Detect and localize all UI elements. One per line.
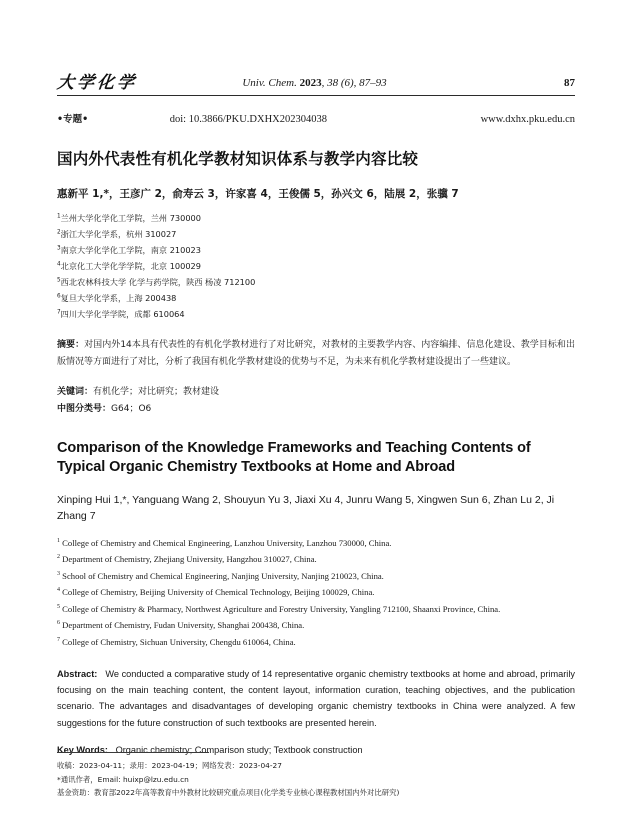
english-affiliation	[57, 535, 575, 552]
chinese-affiliation	[57, 211, 575, 227]
chinese-keywords-text: 有机化学；对比研究；教材建设	[93, 386, 220, 397]
chinese-affiliation	[57, 291, 575, 307]
chinese-clc-text: G64；O6	[111, 404, 152, 415]
affiliation-text: College of Chemistry, Beijing University of Chemical Technology, Beijing 100029, China.	[62, 587, 375, 598]
affiliation-mark: 2	[57, 554, 61, 561]
english-title: Comparison of the Knowledge Frameworks and Teaching Contents of Typical Organic Chemistry Textbooks at Home and Abroad	[57, 439, 531, 476]
affiliation-mark: 1	[57, 537, 61, 544]
section-tag: •专题•	[57, 114, 89, 125]
affiliation-mark: 7	[57, 309, 61, 316]
affiliation-mark: 4	[57, 587, 61, 594]
english-abstract-text: We conducted a comparative study of 14 representative organic chemistry textbooks at home and abroad, primarily focusing on the main teaching content, the content layout, information curation, teaching objectives, and the publication scenario. The advantages and disadvantages of developing organic chemistry textbooks in China were analyzed. A few suggestions for the future construction of such textbooks are presented herein.	[57, 669, 575, 728]
chinese-authors: 惠新平 1,*，王彦广 2，俞寿云 3，许家喜 4，王俊儒 5，孙兴文 6，陆展 2，张骥 7	[57, 188, 459, 201]
journal-year: 2023	[299, 77, 322, 89]
affiliation-mark: 7	[57, 636, 61, 643]
affiliation-text: 兰州大学化学化工学院，兰州 730000	[60, 212, 201, 223]
chinese-affiliation	[57, 227, 575, 243]
journal-website-link[interactable]: www.dxhx.pku.edu.cn	[480, 114, 575, 125]
chinese-clc-label: 中图分类号：	[57, 404, 112, 415]
affiliation-mark: 2	[57, 229, 61, 236]
chinese-affiliation-list	[57, 211, 575, 323]
affiliation-mark: 3	[57, 570, 61, 577]
affiliation-text: 浙江大学化学系，杭州 310027	[60, 228, 177, 239]
english-affiliation-list	[57, 535, 575, 651]
chinese-abstract-text: 对国内外14本具有代表性的有机化学教材进行了对比研究，对教材的主要教学内容、内容编排、信息化建设、教学目标和出版情况等方面进行了对比，分析了我国有机化学教材建设的优势与不足，为未来有机化学教材建设提出了一些建议。	[57, 339, 575, 368]
affiliation-text: Department of Chemistry, Zhejiang University, Hangzhou 310027, China.	[62, 554, 317, 565]
english-affiliation	[57, 568, 575, 585]
affiliation-text: 北京化工大学化学学院，北京 100029	[60, 260, 201, 271]
english-affiliation	[57, 617, 575, 634]
affiliation-mark: 6	[57, 620, 61, 627]
affiliation-text: 复旦大学化学系，上海 200438	[60, 292, 177, 303]
chinese-abstract	[57, 337, 575, 372]
chinese-abstract-label: 摘要：	[57, 339, 85, 350]
journal-citation: Univ. Chem. 2023, 38 (6), 87–93	[242, 77, 387, 89]
footnote-funding: 基金资助：教育部2022年高等教育中外教材比较研究重点项目(化学类专业核心课程教材国内外对比研究)	[57, 788, 400, 798]
english-keywords-label: Key Words:	[57, 744, 108, 755]
footnote-block	[57, 752, 487, 800]
chinese-affiliation	[57, 259, 575, 275]
chinese-affiliation	[57, 307, 575, 323]
chinese-keywords	[57, 384, 575, 402]
affiliation-text: College of Chemistry & Pharmacy, Northwest Agriculture and Forestry University, Yangling 712100, Shaanxi Province, China.	[62, 603, 501, 614]
chinese-title: 国内外代表性有机化学教材知识体系与教学内容比较	[57, 150, 419, 168]
chinese-clc	[57, 401, 575, 419]
affiliation-mark: 3	[57, 245, 61, 252]
english-abstract-label: Abstract:	[57, 669, 98, 680]
english-affiliation	[57, 601, 575, 618]
english-affiliation	[57, 634, 575, 651]
masthead	[57, 62, 575, 96]
english-affiliation	[57, 584, 575, 601]
english-affiliation	[57, 551, 575, 568]
affiliation-text: College of Chemistry, Sichuan University, Chengdu 610064, China.	[62, 636, 296, 647]
footnote-corresponding-author[interactable]: *通讯作者，Email: huixp@lzu.edu.cn	[57, 774, 189, 784]
chinese-affiliation	[57, 275, 575, 291]
affiliation-mark: 5	[57, 603, 61, 610]
doi-text: doi: 10.3866/PKU.DXHX202304038	[169, 114, 327, 125]
affiliation-text: 南京大学化学化工学院，南京 210023	[60, 244, 201, 255]
english-abstract	[57, 666, 575, 730]
chinese-keywords-label: 关键词：	[57, 386, 94, 397]
footnote-rule	[57, 752, 209, 753]
journal-volume: 38	[327, 77, 339, 89]
page-number: 87	[564, 77, 575, 89]
chinese-affiliation	[57, 243, 575, 259]
affiliation-text: College of Chemistry and Chemical Engineering, Lanzhou University, Lanzhou 730000, China.	[62, 537, 392, 548]
affiliation-mark: 1	[57, 213, 61, 220]
english-keywords-text: Organic chemistry; Comparison study; Textbook construction	[115, 744, 363, 755]
english-authors: Xinping Hui 1,*, Yanguang Wang 2, Shouyun Yu 3, Jiaxi Xu 4, Junru Wang 5, Xingwen Sun 6, Zhan Lu 2, Ji Zhang 7	[57, 494, 555, 523]
affiliation-text: 西北农林科技大学 化学与药学院，陕西 杨凌 712100	[60, 276, 256, 287]
footnote-dates: 收稿：2023-04-11；录用：2023-04-19；网络发表：2023-04-27	[57, 761, 282, 770]
page-content	[57, 62, 575, 755]
journal-issue: (6)	[340, 77, 354, 89]
journal-pages: 87–93	[359, 77, 387, 89]
affiliation-text: Department of Chemistry, Fudan University, Shanghai 200438, China.	[62, 620, 305, 631]
doi-bar	[57, 111, 575, 125]
affiliation-mark: 6	[57, 293, 61, 300]
journal-logo: 大学化学	[56, 73, 139, 93]
affiliation-text: School of Chemistry and Chemical Engineering, Nanjing University, Nanjing 210023, China.	[62, 570, 384, 581]
journal-name: Univ. Chem.	[242, 77, 297, 89]
affiliation-text: 四川大学化学学院，成都 610064	[60, 308, 185, 319]
affiliation-mark: 5	[57, 277, 61, 284]
affiliation-mark: 4	[57, 261, 61, 268]
